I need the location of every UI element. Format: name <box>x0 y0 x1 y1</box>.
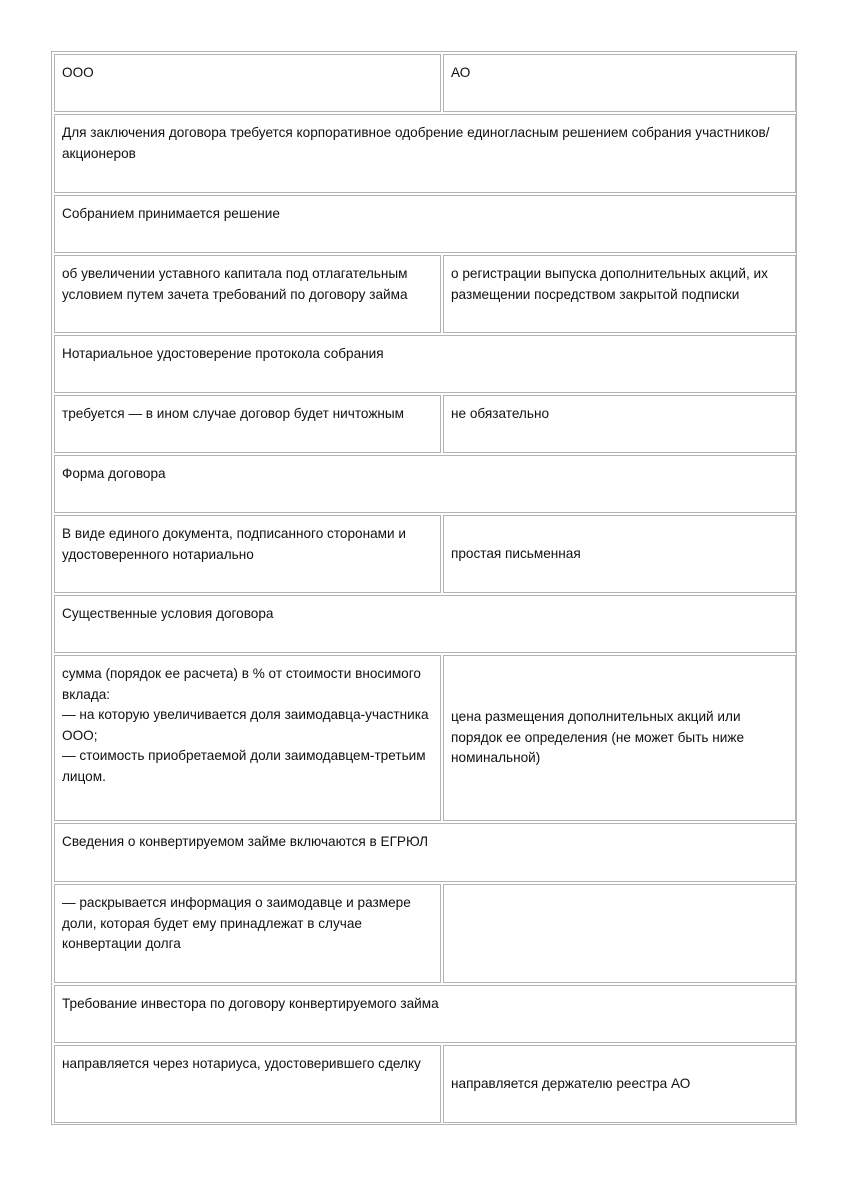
terms-line-2: — на которую увеличивается доля заимодавца-участника ООО; <box>62 707 429 743</box>
cell-text: цена размещения дополнительных акций или порядок ее определения (не может быть ниже номинальной) <box>451 709 745 766</box>
section-notarization <box>54 335 796 393</box>
terms-line-3: — стоимость приобретаемой доли заимодавцем-третьим лицом. <box>62 748 426 784</box>
ooo-investor-claim-cell <box>54 1045 441 1123</box>
cell-text: АО <box>451 65 471 80</box>
cell-text: Нотариальное удостоверение протокола собрания <box>62 346 384 361</box>
section-essential-terms <box>54 595 796 653</box>
ao-egrul-info-cell <box>443 884 796 983</box>
cell-text: Требование инвестора по договору конвертируемого займа <box>62 996 439 1011</box>
cell-text: не обязательно <box>451 406 550 421</box>
ooo-contract-form-cell <box>54 515 441 593</box>
ao-decision-cell <box>443 255 796 333</box>
cell-text: — раскрывается информация о заимодавце и размере доли, которая будет ему принадлежат в случае конвертации долга <box>62 895 411 951</box>
cell-text: направляется держателю реестра АО <box>451 1075 691 1091</box>
ooo-decision-cell <box>54 255 441 333</box>
ao-investor-claim-cell <box>443 1045 796 1123</box>
cell-text: В виде единого документа, подписанного сторонами и удостоверенного нотариально <box>62 526 406 562</box>
section-egrul-info <box>54 823 796 882</box>
section-meeting-decision <box>54 195 796 253</box>
cell-text: Существенные условия договора <box>62 606 274 621</box>
cell-text: Для заключения договора требуется корпоративное одобрение единогласным решением собрания участников/акционеров <box>62 125 770 161</box>
cell-text: об увеличении уставного капитала под отлагательным условием путем зачета требований по договору займа <box>62 266 408 302</box>
column-header-ao <box>443 54 796 112</box>
cell-text: Собранием принимается решение <box>62 206 280 221</box>
cell-text: требуется — в ином случае договор будет ничтожным <box>62 406 405 421</box>
cell-text: Сведения о конвертируемом займе включаются в ЕГРЮЛ <box>62 834 429 849</box>
ooo-egrul-info-cell <box>54 884 441 983</box>
terms-line-1: сумма (порядок ее расчета) в % от стоимости вносимого вклада: <box>62 666 421 702</box>
ooo-notarization-cell <box>54 395 441 453</box>
cell-text: простая письменная <box>451 545 581 561</box>
column-header-ooo <box>54 54 441 112</box>
section-corporate-approval <box>54 114 796 193</box>
section-investor-claim <box>54 985 796 1043</box>
ao-notarization-cell <box>443 395 796 453</box>
cell-text: ООО <box>62 65 94 80</box>
section-contract-form <box>54 455 796 513</box>
ao-essential-terms-cell <box>443 655 796 821</box>
cell-text: Форма договора <box>62 466 166 481</box>
cell-text: о регистрации выпуска дополнительных акций, их размещении посредством закрытой подписки <box>451 266 768 302</box>
cell-text: направляется через нотариуса, удостоверившего сделку <box>62 1056 421 1071</box>
ooo-essential-terms-cell <box>54 655 441 821</box>
ao-contract-form-cell <box>443 515 796 593</box>
